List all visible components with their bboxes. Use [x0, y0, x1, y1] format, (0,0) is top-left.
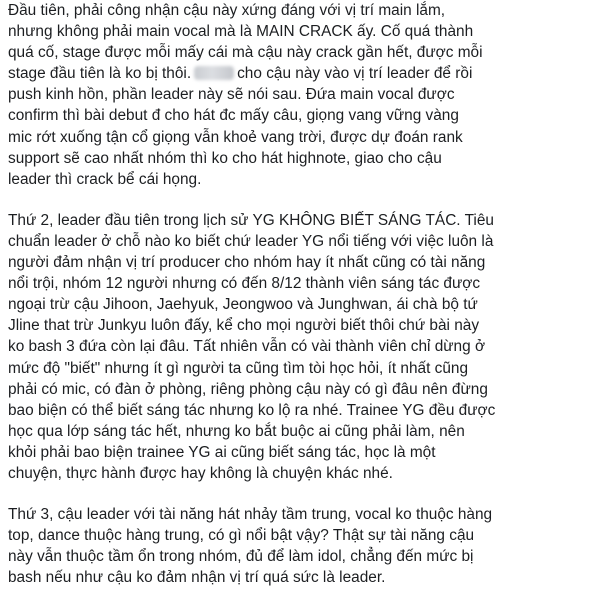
post-text: ko bash 3 đứa còn lại đâu. Tất nhiên vẫn có vài thành viên chỉ dừng ở: [8, 338, 486, 356]
post-line: [8, 336, 600, 357]
post-line: [8, 315, 600, 336]
post-text: người đảm nhận vị trí producer cho nhóm hay ít nhất cũng có tài năng: [8, 254, 486, 272]
post-line: [8, 63, 600, 84]
post-line: [8, 252, 600, 273]
post-text: cho cậu này vào vị trí leader để rồi: [237, 65, 473, 83]
post-text: ngoại trừ cậu Jihoon, Jaehyuk, Jeongwoo và Junghwan, ái chà bộ tứ: [8, 296, 478, 314]
post-text: chuẩn leader ở chỗ nào ko biết chứ leader YG nổi tiếng với việc luôn là: [8, 232, 494, 250]
post-line: [8, 210, 600, 231]
post-line: [8, 421, 600, 442]
post-line: [8, 463, 600, 484]
post-text: push kinh hồn, phần leader này sẽ nói sau. Đứa main vocal được: [8, 86, 455, 104]
post-text: Jline that trừ Junkyu luôn đấy, kể cho mọi người biết thôi chứ bài này: [8, 317, 480, 335]
post-line: [8, 169, 600, 190]
post-paragraph: [8, 0, 600, 190]
post-line: [8, 546, 600, 567]
post-line: [8, 231, 600, 252]
post-line: [8, 273, 600, 294]
post-text: quá cố, stage được mỗi mấy cái mà cậu này crack gần hết, được mỗi: [8, 44, 483, 62]
post-paragraph: [8, 504, 600, 588]
post-text: bao biện có thể biết sáng tác nhưng ko lộ ra nhé. Trainee YG đều được: [8, 401, 496, 419]
post-text: Đầu tiên, phải công nhận cậu này xứng đáng với vị trí main lắm,: [8, 2, 446, 19]
post-text: mức độ "biết" nhưng ít gì người ta cũng tìm tòi học hỏi, ít nhất cũng: [8, 359, 469, 377]
post-text: nhưng không phải main vocal mà là MAIN CRACK ấy. Cố quá thành: [8, 23, 474, 41]
post-line: [8, 294, 600, 315]
post-line: [8, 127, 600, 148]
post-line: [8, 84, 600, 105]
post-text: leader thì crack bể cái họng.: [8, 170, 202, 188]
post-text: Thứ 2, leader đầu tiên trong lịch sử YG KHÔNG BIẾT SÁNG TÁC. Tiêu: [8, 211, 494, 229]
post-line: [8, 400, 600, 421]
post-line: [8, 379, 600, 400]
post-text: bash nếu như cậu ko đảm nhận vị trí quá sức là leader.: [8, 569, 386, 587]
post-line: [8, 0, 600, 21]
post-text: học qua lớp sáng tác hết, nhưng ko bắt buộc ai cũng phải làm, nên: [8, 422, 465, 440]
post-text: nổi trội, nhóm 12 người nhưng có đến 8/12 thành viên sáng tác được: [8, 275, 481, 293]
redacted-name-blur: [194, 66, 234, 80]
post-text: phải có mic, có đàn ở phòng, riêng phòng cậu này có gì đâu nên đừng: [8, 380, 488, 398]
post-line: [8, 42, 600, 63]
post-text: Thứ 3, cậu leader với tài năng hát nhảy tầm trung, vocal ko thuộc hàng: [8, 506, 493, 524]
post-text: stage đầu tiên là ko bị thôi.: [8, 65, 192, 83]
post-line: [8, 148, 600, 169]
post-paragraph: [8, 210, 600, 484]
post-line: [8, 358, 600, 379]
post-text: top, dance thuộc hàng trung, có gì nổi bật vậy? Thật sự tài năng cậu: [8, 527, 475, 545]
post-text: chuyện, thực hành được hay không là chuyện khác nhé.: [8, 464, 393, 482]
post-line: [8, 525, 600, 546]
post-line: [8, 105, 600, 126]
post-line: [8, 504, 600, 525]
post-text: mic rớt xuống tận cổ giọng vẫn khoẻ vang trời, được dự đoán rank: [8, 128, 463, 146]
post-text: khỏi phải bao biện trainee YG ai cũng biết sáng tác, học là một: [8, 443, 436, 461]
post-line: [8, 442, 600, 463]
post-line: [8, 21, 600, 42]
post-line: [8, 567, 600, 588]
post-text: confirm thì bài debut đ cho hát đc mấy câu, giọng vang vững vàng: [8, 107, 459, 125]
post-text: này vẫn thuộc tầm ổn trong nhóm, đủ để làm idol, chẳng đến mức bị: [8, 548, 474, 566]
post-text: support sẽ cao nhất nhóm thì ko cho hát highnote, giao cho cậu: [8, 149, 442, 167]
